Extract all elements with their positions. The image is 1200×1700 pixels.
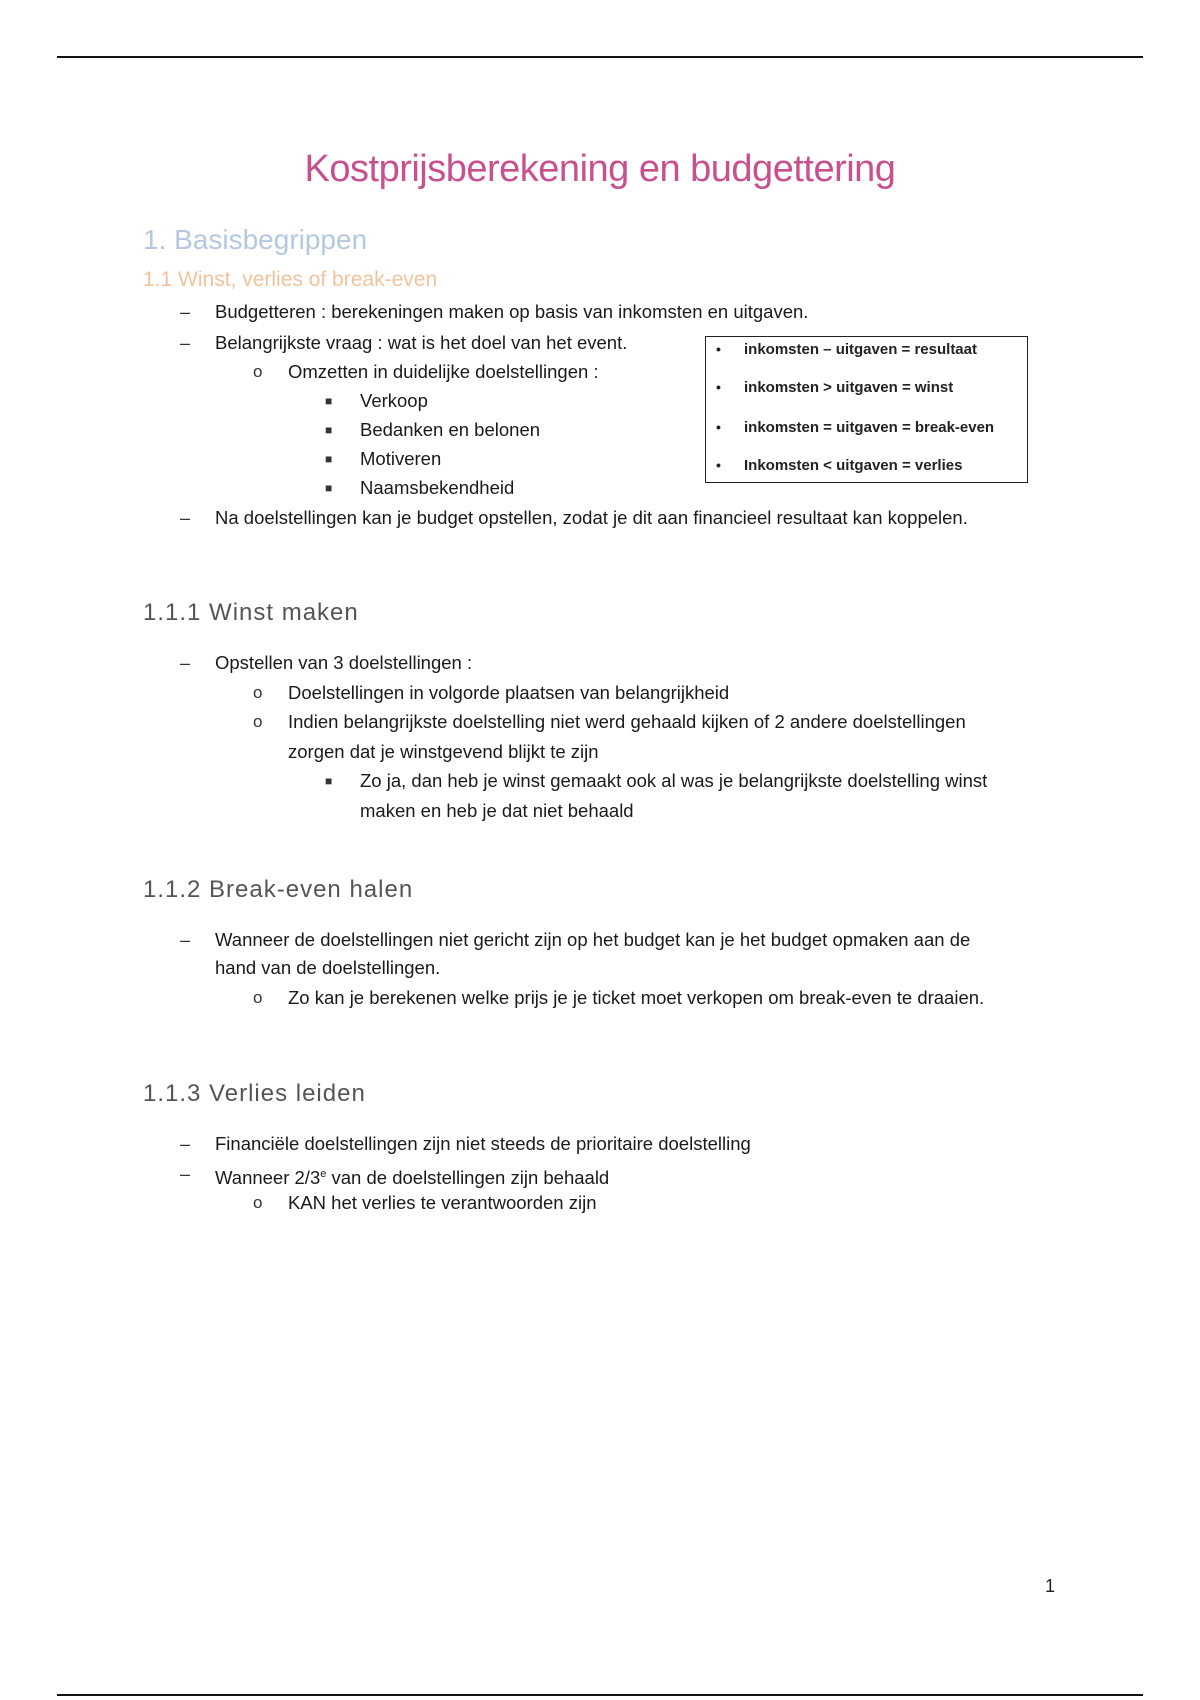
list-item: Zo kan je berekenen welke prijs je je ticket moet verkopen om break-even te draaien. [288, 987, 985, 1008]
list-item: Zo ja, dan heb je winst gemaakt ook al was je belangrijkste doelstelling winst [360, 770, 988, 791]
dash-bullet: – [180, 302, 191, 322]
circle-bullet: o [253, 712, 263, 731]
circle-bullet: o [253, 988, 263, 1007]
document-title: Kostprijsberekening en budgettering [304, 148, 896, 190]
list-item [215, 1162, 609, 1190]
list-item: Indien belangrijkste doelstelling niet werd gehaald kijken of 2 andere doelstellingen [288, 711, 966, 732]
formula-text: inkomsten – uitgaven = resultaat [744, 341, 977, 358]
list-item: Budgetteren : berekeningen maken op basis van inkomsten en uitgaven. [215, 301, 809, 322]
list-item: KAN het verlies te verantwoorden zijn [288, 1192, 597, 1213]
circle-bullet: o [253, 1193, 263, 1212]
square-bullet: ■ [325, 394, 333, 408]
list-item: Na doelstellingen kan je budget opstellen, zodat je dit aan financieel resultaat kan koppelen. [215, 507, 968, 528]
list-item: Omzetten in duidelijke doelstellingen : [288, 361, 599, 382]
circle-bullet: o [253, 362, 263, 381]
dash-bullet: – [180, 1164, 191, 1184]
formula-text: inkomsten = uitgaven = break-even [744, 419, 995, 436]
formula-text: Inkomsten < uitgaven = verlies [744, 457, 963, 474]
list-item: Belangrijkste vraag : wat is het doel van het event. [215, 332, 628, 353]
list-item: Opstellen van 3 doelstellingen : [215, 652, 473, 673]
heading-winst-verlies: 1.1 Winst, verlies of break-even [143, 268, 438, 291]
dash-bullet: – [180, 1134, 191, 1154]
dash-bullet: – [180, 653, 191, 673]
dot-bullet: • [716, 419, 721, 435]
dash-bullet: – [180, 508, 191, 528]
list-item: Doelstellingen in volgorde plaatsen van belangrijkheid [288, 682, 730, 703]
square-bullet: ■ [325, 774, 333, 788]
heading-verlies-leiden: 1.1.3 Verlies leiden [143, 1080, 366, 1107]
list-item-continuation: hand van de doelstellingen. [215, 957, 441, 978]
dot-bullet: • [716, 457, 721, 473]
formula-box [705, 336, 1028, 483]
list-item: Financiële doelstellingen zijn niet steeds de prioritaire doelstelling [215, 1133, 751, 1154]
goal-item: Bedanken en belonen [360, 419, 541, 440]
square-bullet: ■ [325, 481, 333, 495]
goal-item: Verkoop [360, 390, 428, 411]
list-item-text: van de doelstellingen zijn behaald [326, 1167, 610, 1189]
goal-item: Motiveren [360, 448, 442, 469]
goal-item: Naamsbekendheid [360, 477, 515, 498]
circle-bullet: o [253, 683, 263, 702]
list-item-continuation: maken en heb je dat niet behaald [360, 800, 634, 821]
list-item-continuation: zorgen dat je winstgevend blijkt te zijn [288, 741, 599, 762]
square-bullet: ■ [325, 452, 333, 466]
heading-winst-maken: 1.1.1 Winst maken [143, 599, 359, 626]
square-bullet: ■ [325, 423, 333, 437]
list-item-text: Wanneer 2/3 [215, 1167, 321, 1189]
footer-rule [57, 1694, 1143, 1696]
formula-text: inkomsten > uitgaven = winst [744, 379, 954, 396]
header-rule [57, 56, 1143, 58]
dash-bullet: – [180, 930, 191, 950]
heading-basisbegrippen: 1. Basisbegrippen [143, 224, 368, 255]
dot-bullet: • [716, 341, 721, 357]
superscript: e [320, 1168, 327, 1180]
dot-bullet: • [716, 379, 721, 395]
list-item: Wanneer de doelstellingen niet gericht zijn op het budget kan je het budget opmaken aan de [215, 929, 971, 950]
page-number: 1 [1045, 1576, 1056, 1596]
heading-break-even: 1.1.2 Break-even halen [143, 876, 414, 903]
dash-bullet: – [180, 333, 191, 353]
